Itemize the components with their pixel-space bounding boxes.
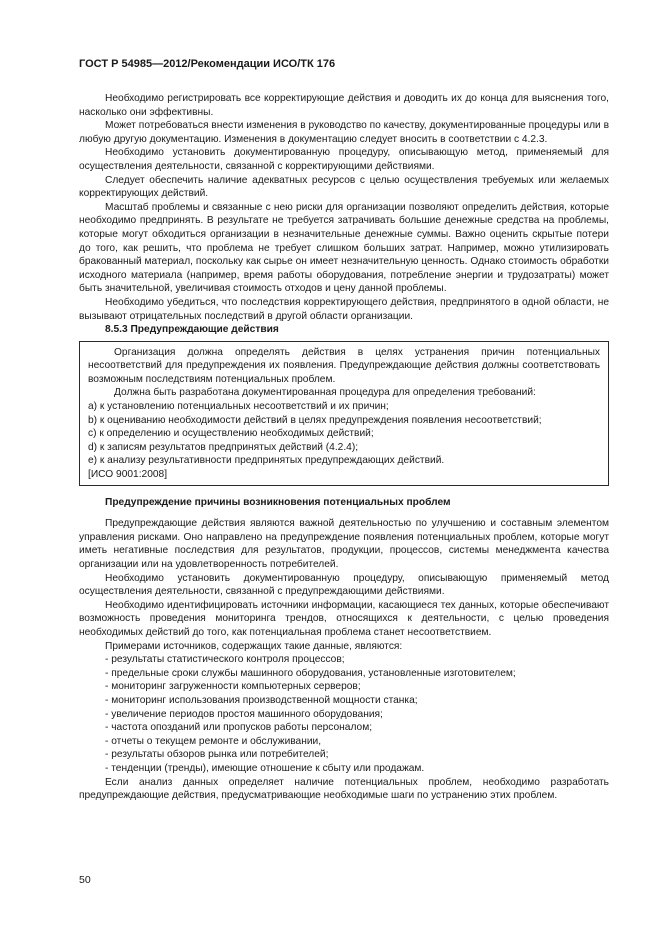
paragraph: Может потребоваться внести изменения в руководство по качеству, документированные процедуры или в любую другую документацию. Изменения в документацию следует вносить в соответствии с 4.2.3. bbox=[79, 120, 609, 145]
page-number: 50 bbox=[79, 874, 91, 886]
paragraph: Необходимо установить документированную процедуру, описывающую метод, применяемый для осуществления деятельности, связанной с корректирующими действиями. bbox=[79, 147, 609, 172]
closing-paragraph: Если анализ данных определяет наличие потенциальных проблем, необходимо разработать предупреждающие действия, предусматривающие необходимые шаги по устранению этих проблем. bbox=[79, 776, 609, 802]
section-title: 8.5.3 Предупреждающие действия bbox=[105, 324, 279, 336]
paragraph: Необходимо убедиться, что последствия корректирующего действия, предпринятого в одной области, не вызывают отрицательных последствий в другой области организации. bbox=[79, 296, 609, 322]
box-list-item: c) к определению и осуществлению необходимых действий; bbox=[88, 428, 374, 440]
box-reference: [ИСО 9001:2008] bbox=[88, 469, 168, 481]
box-list-item: е) к анализу результативности предпринятых предупреждающих действий. bbox=[88, 455, 445, 467]
list-item: - результаты обзоров рынка или потребителей; bbox=[105, 749, 329, 761]
paragraph: Необходимо идентифицировать источники информации, касающиеся тех данных, которые обеспечивают возможность проведения мониторинга трендов, относящихся к деятельности, с целью проведения необходимых действий до того, как потенциальная проблема станет несоответствием. bbox=[79, 599, 609, 638]
list-item: - мониторинг загруженности компьютерных серверов; bbox=[105, 681, 361, 693]
list-item: - результаты статистического контроля процессов; bbox=[105, 654, 345, 666]
list-item: - увеличение периодов простоя машинного оборудования; bbox=[105, 708, 383, 720]
examples-list bbox=[79, 653, 609, 775]
paragraph: Необходимо регистрировать все корректирующие действия и доводить их до конца для выяснения того, насколько они эффективны. bbox=[79, 93, 609, 118]
page-header: ГОСТ Р 54985—2012/Рекомендации ИСО/ТК 176 bbox=[79, 58, 336, 70]
box-list-item: b) к оцениванию необходимости действий в целях предупреждения появления несоответствий; bbox=[88, 414, 542, 426]
standard-requirement-box bbox=[79, 341, 609, 486]
list-item: - частота опозданий или пропусков работы персоналом; bbox=[105, 722, 373, 734]
box-list-item: d) к записям результатов предпринятых действий (4.2.4); bbox=[88, 441, 359, 453]
list-item: - отчеты о текущем ремонте и обслуживании, bbox=[105, 735, 322, 747]
paragraph: Предупреждающие действия являются важной деятельностью по улучшению и составным элементом управления рисками. Оно направлено на предупреждение появления потенциальных проблем, которые могут иметь негативные последствия для результатов, продукции, процессов, системы менеджмента качества организации или на удовлетворенность потребителей. bbox=[79, 518, 609, 570]
list-item: - мониторинг использования производственной мощности станка; bbox=[105, 694, 418, 706]
box-list-item: а) к установлению потенциальных несоответствий и их причин; bbox=[88, 401, 389, 413]
list-item: - предельные сроки службы машинного оборудования, установленные изготовителем; bbox=[105, 667, 516, 679]
paragraph: Следует обеспечить наличие адекватных ресурсов с целью осуществления требуемых или желаемых корректирующих действий. bbox=[79, 174, 609, 200]
paragraph: Необходимо установить документированную процедуру, описывающую применяемый метод осуществления деятельности, связанной с предупреждающими действиями. bbox=[79, 572, 609, 598]
paragraph: Примерами источников, содержащих такие данные, являются: bbox=[105, 640, 403, 652]
subheading: Предупреждение причины возникновения потенциальных проблем bbox=[105, 496, 451, 508]
page-content bbox=[79, 92, 609, 803]
box-lead: Должна быть разработана документированная процедура для определения требований: bbox=[114, 387, 536, 399]
paragraph: Масштаб проблемы и связанные с нею риски для организации позволяют определить действия, которые необходимо предпринять. В результате не требуется затрачивать большие денежные средства на проблемы, которые могут обходиться организации в незначительные денежные суммы. Важно оценить скрытые потери до того, как решить, что проблема не требует слишком больших затрат. Например, можно утилизировать бракованный материал, поскольку как сырье он имеет незначительную ценность. Однако стоимость обработки исходного материала (например, время работы оборудования, потребление энергии и трудозатраты) может быть значительной, увеличивая стоимость отходов и цену данной проблемы. bbox=[79, 201, 609, 295]
list-item: - тенденции (тренды), имеющие отношение к сбыту или продажам. bbox=[105, 762, 425, 774]
box-intro: Организация должна определять действия в целях устранения причин потенциальных несоответствий для предупреждения их появления. Предупреждающие действия должны соответствовать возможным последствиям потенциальных проблем. bbox=[88, 346, 600, 385]
